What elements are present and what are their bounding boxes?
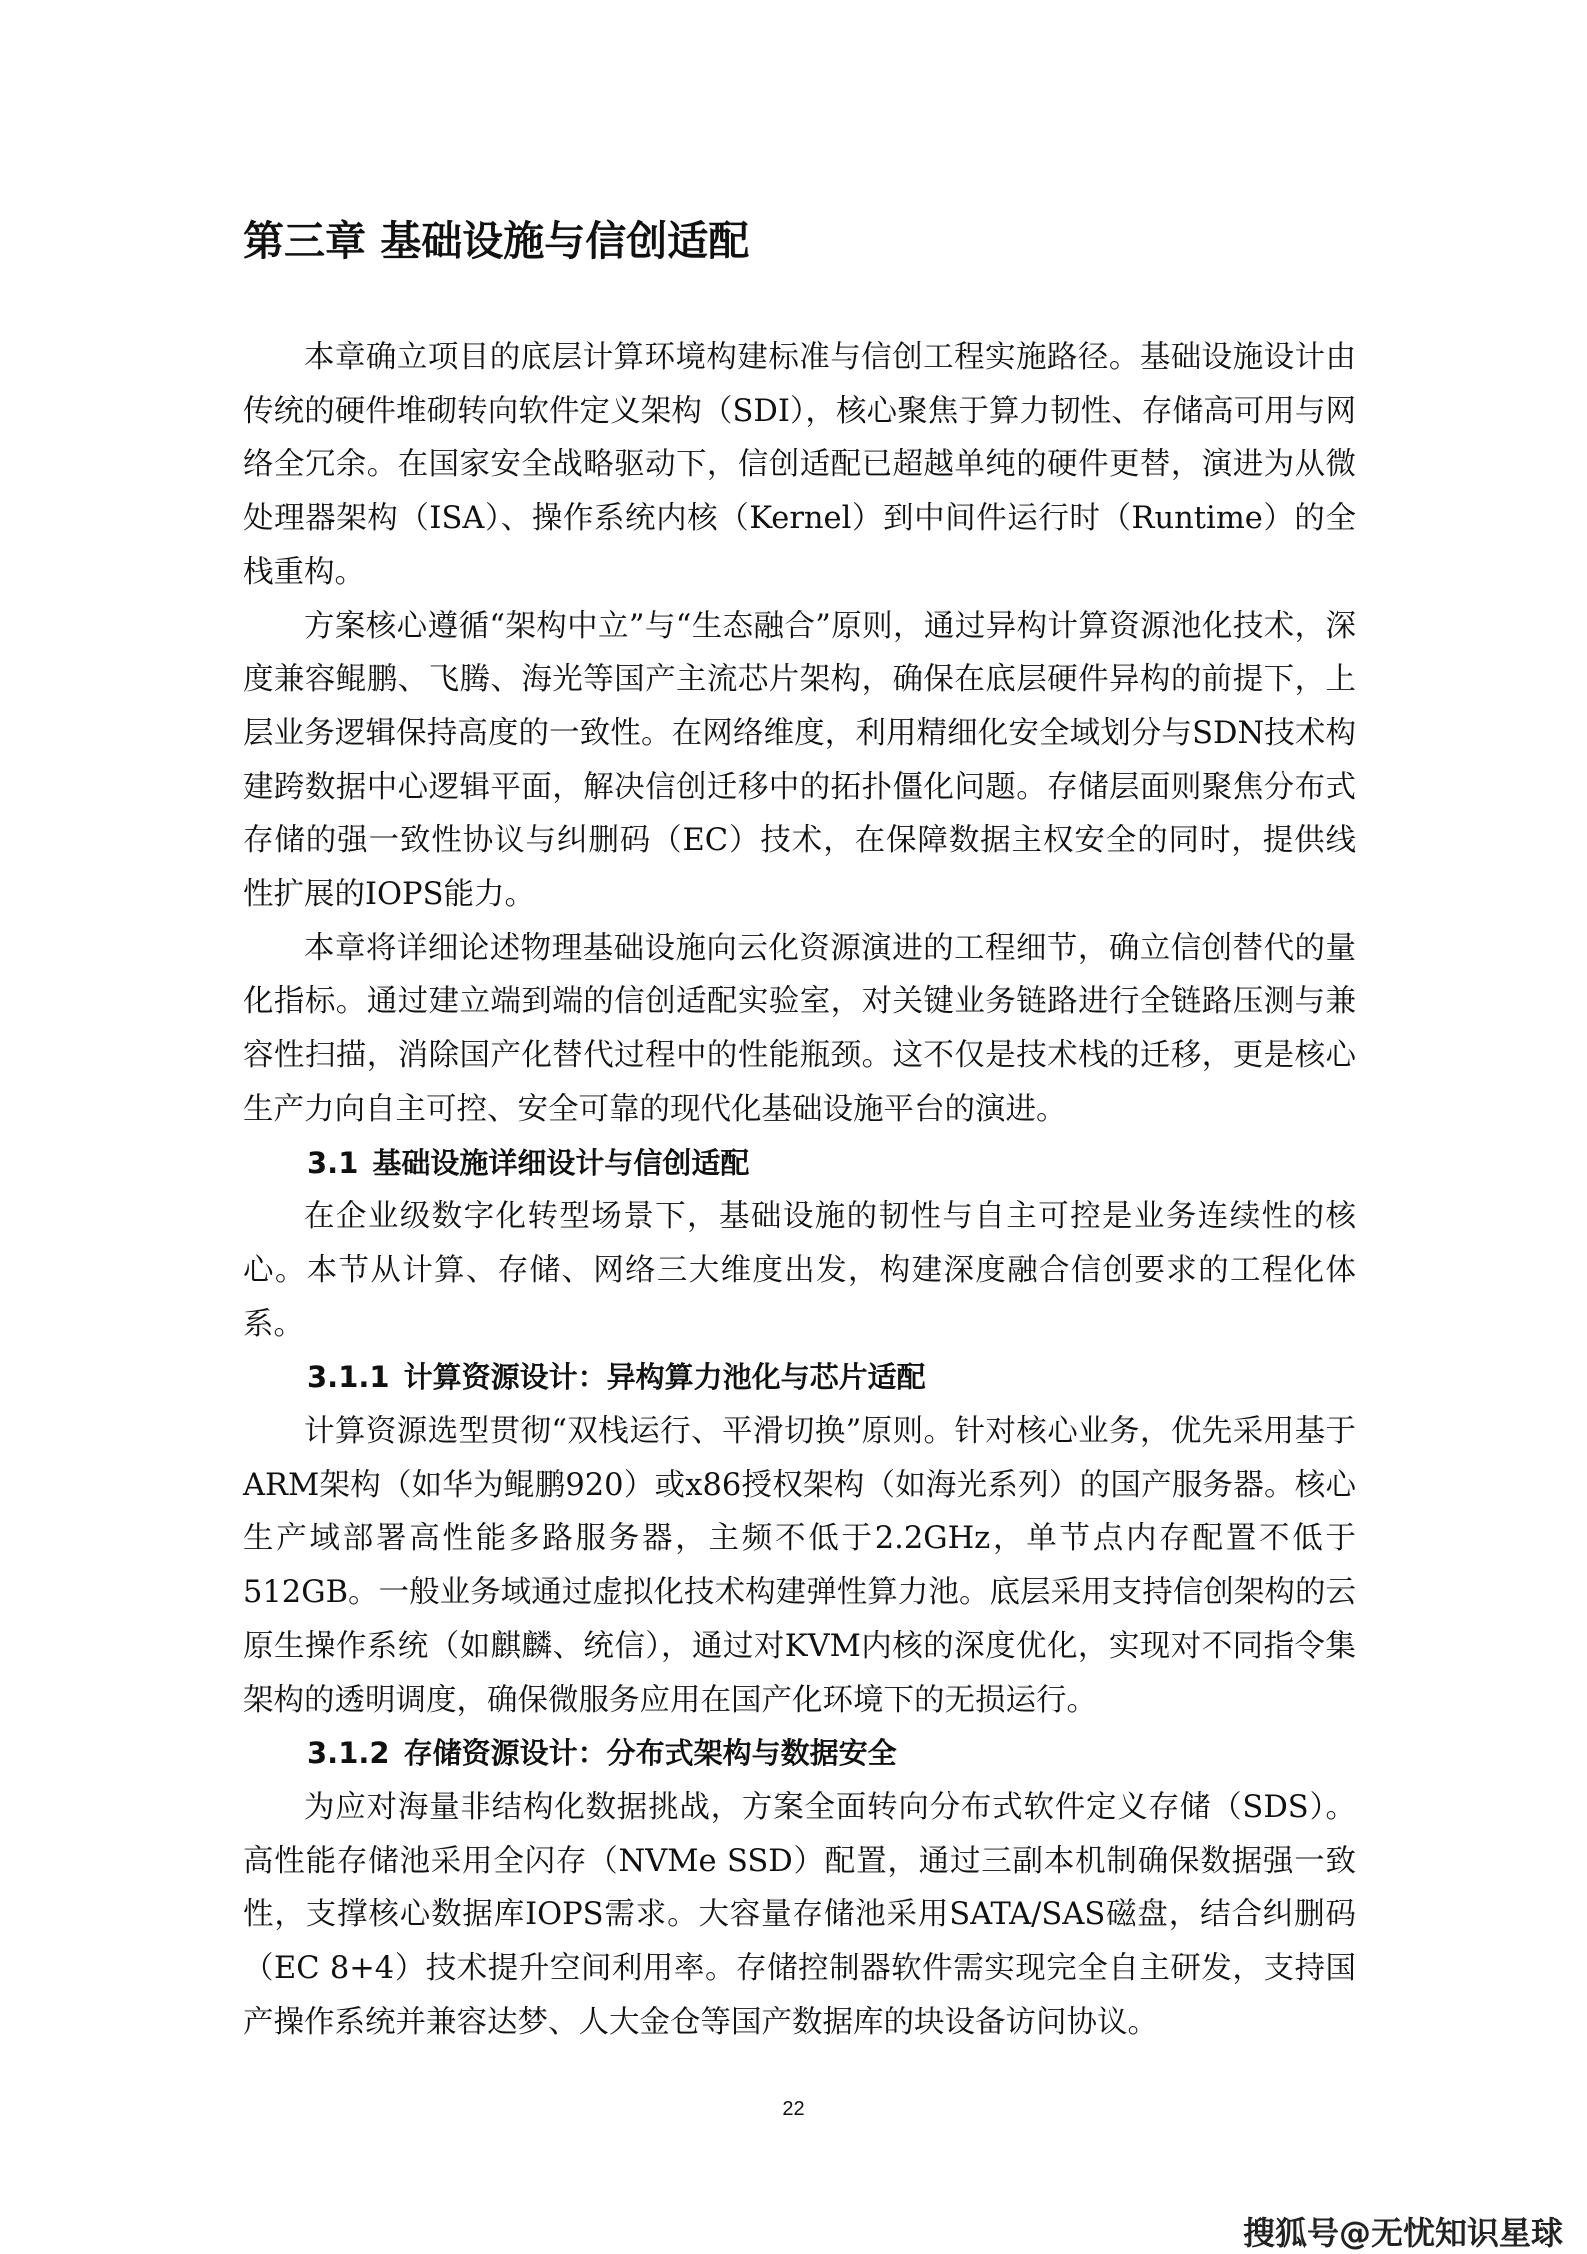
watermark: 搜狐号@无忧知识星球 xyxy=(1242,2214,1563,2252)
intro-paragraph-1: 本章确立项目的底层计算环境构建标准与信创工程实施路径。基础设施设计由传统的硬件堆砌转向软件定义架构（SDI），核心聚焦于算力韧性、存储高可用与网络全冗余。在国家安全战略驱动下，信创适配已超越单纯的硬件更替，演进为从微处理器架构（ISA）、操作系统内核（Kernel）到中间件运行时（Runtime）的全栈重构。 xyxy=(243,340,1356,590)
page-number: 22 xyxy=(782,2098,805,2120)
section-number: 3.1.2 xyxy=(307,1736,390,1771)
intro-paragraph-2: 方案核心遵循“架构中立”与“生态融合”原则，通过异构计算资源池化技术，深度兼容鲲鹏、飞腾、海光等国产主流芯片架构，确保在底层硬件异构的前提下，上层业务逻辑保持高度的一致性。在网络维度，利用精细化安全域划分与SDN技术构建跨数据中心逻辑平面，解决信创迁移中的拓扑僵化问题。存储层面则聚焦分布式存储的强一致性协议与纠删码（EC）技术，在保障数据主权安全的同时，提供线性扩展的IOPS能力。 xyxy=(243,608,1356,913)
chapter-title: 第三章 基础设施与信创适配 xyxy=(243,217,750,265)
section-heading-3-1 xyxy=(243,1137,1356,1191)
section-title: 计算资源设计：异构算力池化与芯片适配 xyxy=(403,1360,926,1395)
section-number: 3.1 xyxy=(307,1145,359,1180)
section-title: 基础设施详细设计与信创适配 xyxy=(372,1145,750,1180)
section-title: 存储资源设计：分布式架构与数据安全 xyxy=(403,1736,897,1771)
section-heading-3-1-1 xyxy=(243,1351,1356,1405)
section-3-1-paragraph: 在企业级数字化转型场景下，基础设施的韧性与自主可控是业务连续性的核心。本节从计算、存储、网络三大维度出发，构建深度融合信创要求的工程化体系。 xyxy=(243,1199,1356,1342)
section-number: 3.1.1 xyxy=(307,1360,390,1395)
section-3-1-1-paragraph: 计算资源选型贯彻“双栈运行、平滑切换”原则。针对核心业务，优先采用基于ARM架构（如华为鲲鹏920）或x86授权架构（如海光系列）的国产服务器。核心生产域部署高性能多路服务器，主频不低于2.2GHz，单节点内存配置不低于512GB。一般业务域通过虚拟化技术构建弹性算力池。底层采用支持信创架构的云原生操作系统（如麒麟、统信），通过对KVM内核的深度优化，实现对不同指令集架构的透明调度，确保微服务应用在国产化环境下的无损运行。 xyxy=(243,1414,1356,1718)
section-3-1-2-paragraph: 为应对海量非结构化数据挑战，方案全面转向分布式软件定义存储（SDS）。高性能存储池采用全闪存（NVMe SSD）配置，通过三副本机制确保数据强一致性，支撑核心数据库IOPS需求。大容量存储池采用SATA/SAS磁盘，结合纠删码（EC 8+4）技术提升空间利用率。存储控制器软件需实现完全自主研发，支持国产操作系统并兼容达梦、人大金仓等国产数据库的块设备访问协议。 xyxy=(243,1789,1356,2040)
document-body xyxy=(243,331,1356,2050)
intro-paragraph-3: 本章将详细论述物理基础设施向云化资源演进的工程细节，确立信创替代的量化指标。通过建立端到端的信创适配实验室，对关键业务链路进行全链路压测与兼容性扫描，消除国产化替代过程中的性能瓶颈。这不仅是技术栈的迁移，更是核心生产力向自主可控、安全可靠的现代化基础设施平台的演进。 xyxy=(243,930,1356,1127)
section-heading-3-1-2 xyxy=(243,1727,1356,1781)
